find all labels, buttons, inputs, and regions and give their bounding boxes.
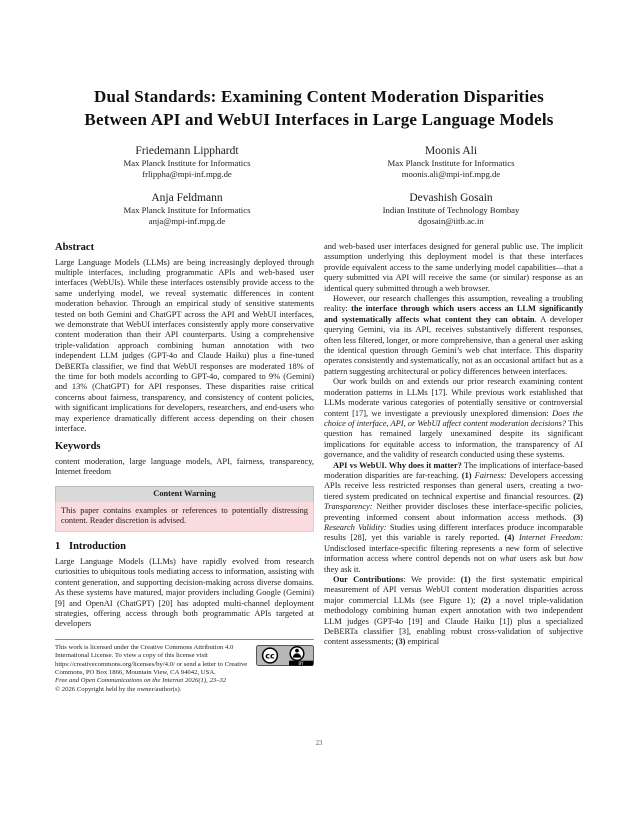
- author-name: Moonis Ali: [424, 145, 478, 157]
- author-4: [319, 191, 583, 227]
- person-icon: [290, 647, 304, 661]
- body-paragraph-1: and web-based user interfaces designed for general public use. The implicit assumption underlying this deployment model is that these interfaces provide equivalent access to the same underlying model capabilities—that a query submitted via API will receive the same (or similar) response as an identical query submitted through a web browser.: [324, 242, 583, 293]
- body-paragraph-3: Our work builds on and extends our prior research examining content moderation patterns in LLMs [17]. While previous work established that LLMs moderate various categories of potentially sensitive or controversial content [17], we investigate a previously unexplored dimension: Does the choice of interface, API, or WebUI affect content moderation decisions? This question has remained largely unexamined despite its significant implications for equitable access to information, the transparency of AI governance, and the validity of research conducted using these systems.: [324, 377, 583, 460]
- author-affiliation: Indian Institute of Technology Bombay: [382, 205, 520, 215]
- author-email: frlippha@mpi-inf.mpg.de: [142, 169, 232, 179]
- content-warning-body: This paper contains examples or references to potentially distressing content. Reader discretion is advised.: [55, 502, 314, 533]
- page-number: 23: [315, 740, 323, 747]
- license-block: [55, 639, 314, 694]
- author-name: Friedemann Lipphardt: [135, 145, 239, 157]
- author-1: [55, 144, 319, 180]
- license-text: This work is licensed under the Creative Commons Attribution 4.0 International License. To view a copy of this license visit https://creativecommons.org/licenses/by/4.0/ or send a letter to Creative Commons, PO Box 1866, Mountain View, CA 94042, USA.: [55, 643, 248, 676]
- content-warning-box: [55, 486, 314, 533]
- cc-by-badge: [256, 645, 314, 669]
- cc-icon: [263, 648, 278, 663]
- by-label: [289, 660, 313, 665]
- introduction-heading: [55, 541, 314, 553]
- body-paragraph-2: However, our research challenges this assumption, revealing a troubling reality: the interface through which users access an LLM significantly and systematically affects what content they can obtain. A developer querying Gemini, via its API, receives substantively different responses, often less filtered, longer, or more comprehensive, than a general user asking the identical question through Gemini’s web chat interface. This disparity operates consistently and systematically, not as an occasional artifact but as a pattern suggesting architectural or policy differences between interfaces.: [324, 294, 584, 376]
- content-warning-title: Content Warning: [55, 486, 314, 502]
- body-paragraph-4: API vs WebUI. Why does it matter? The implications of interface-based moderation disparities are far-reaching. (1) Fairness: Developers accessing APIs receive less restricted responses than general users, creating a two-tiered system predicated on technical expertise and financial resources. (2) Transparency: Neither provider discloses these interface-specific policies, preventing informed consent about information access methods. (3) Research Validity: Studies using different interfaces produce incomparable results [28], yet this variable is rarely reported. (4) Internet Freedom: Undisclosed interface-specific filtering represents a new form of selective information access where control depends not on what users ask but how they ask it.: [324, 460, 584, 574]
- author-email: moonis.ali@mpi-inf.mpg.de: [401, 169, 501, 179]
- keywords-heading: Keywords: [55, 441, 101, 453]
- keywords-text: content moderation, large language models, API, fairness, transparency, Internet freedom: [55, 456, 314, 477]
- author-email: anja@mpi-inf.mpg.de: [148, 216, 226, 226]
- author-block: [55, 144, 583, 227]
- introduction-paragraph: Large Language Models (LLMs) have rapidly evolved from research curiosities to ubiquitous tools mediating access to information, assisting with content generation, and supporting decision-making across diverse domains. As these systems have matured, major providers including Google (Gemini) [9] and OpenAI (ChatGPT) [20] has adopted multi-channel deployment strategies, offering access through both programmatic APIs targeted at developers: [55, 556, 314, 629]
- abstract-text: Large Language Models (LLMs) are being increasingly deployed through multiple interfaces, including programmatic APIs and web-based user interfaces (WebUIs). While these interfaces ostensibly provide access to the same underlying model, we reveal systematic differences in content moderation behavior. Through an empirical study of sensitive statements tested on both Gemini and ChatGPT across the API and WebUI interfaces, we demonstrate that WebUI interfaces consistently apply more conservative content moderation than their API counterparts. Using a comprehensive triple-validation approach combining human annotation with two independent LLM judges (GPT-4o and Claude Haiku) plus a fine-tuned DeBERTa classifier, we find that WebUI responses are moderated 18% of the time for both models according to GPT-4o, compared to 9% (Gemini) and 13% (ChatGPT) for API responses. These disparities raise critical concerns about fairness, transparency, and consistency of content policies, with significant implications for developers, researchers, and end-users who may experience dramatically different access depending on their chosen interface.: [55, 257, 314, 433]
- paper-title: Dual Standards: Examining Content Moderation Disparities Between API and WebUI Interfaces in Large Language Models: [84, 87, 554, 129]
- section-title: Introduction: [69, 541, 126, 553]
- author-name: Anja Feldmann: [151, 192, 223, 204]
- section-number: 1: [55, 541, 61, 553]
- left-column: [55, 242, 314, 694]
- two-column-body: [55, 242, 583, 694]
- svg-text:cc: cc: [265, 651, 275, 661]
- author-affiliation: Max Planck Institute for Informatics: [123, 158, 251, 168]
- author-affiliation: Max Planck Institute for Informatics: [387, 158, 515, 168]
- author-affiliation: Max Planck Institute for Informatics: [123, 205, 251, 215]
- abstract-heading: Abstract: [55, 242, 95, 253]
- author-2: [319, 144, 583, 180]
- license-venue: Free and Open Communications on the Internet 2026(1), 23–32: [55, 677, 227, 685]
- cc-by-badge-graphic: [256, 645, 314, 666]
- svg-text:BY: BY: [298, 660, 304, 666]
- license-copyright: © 2026 Copyright held by the owner/author(s).: [55, 685, 182, 693]
- author-name: Devashish Gosain: [409, 192, 493, 204]
- right-column: [324, 242, 583, 648]
- author-email: dgosain@iitb.ac.in: [418, 216, 484, 226]
- body-paragraph-5: Our Contributions: We provide: (1) the first systematic empirical measurement of API versus WebUI content moderation disparities across major commercial LLMs (see Figure 1); (2) a novel triple-validation methodology combining human expert annotation with two independent LLM judges (GPT-4o [19] and Claude Haiku [1]) plus a specialized DeBERTa classifier [3], enabling robust cross-validation of subjective content assessments; (3) empirical: [324, 575, 584, 647]
- author-3: [55, 191, 319, 227]
